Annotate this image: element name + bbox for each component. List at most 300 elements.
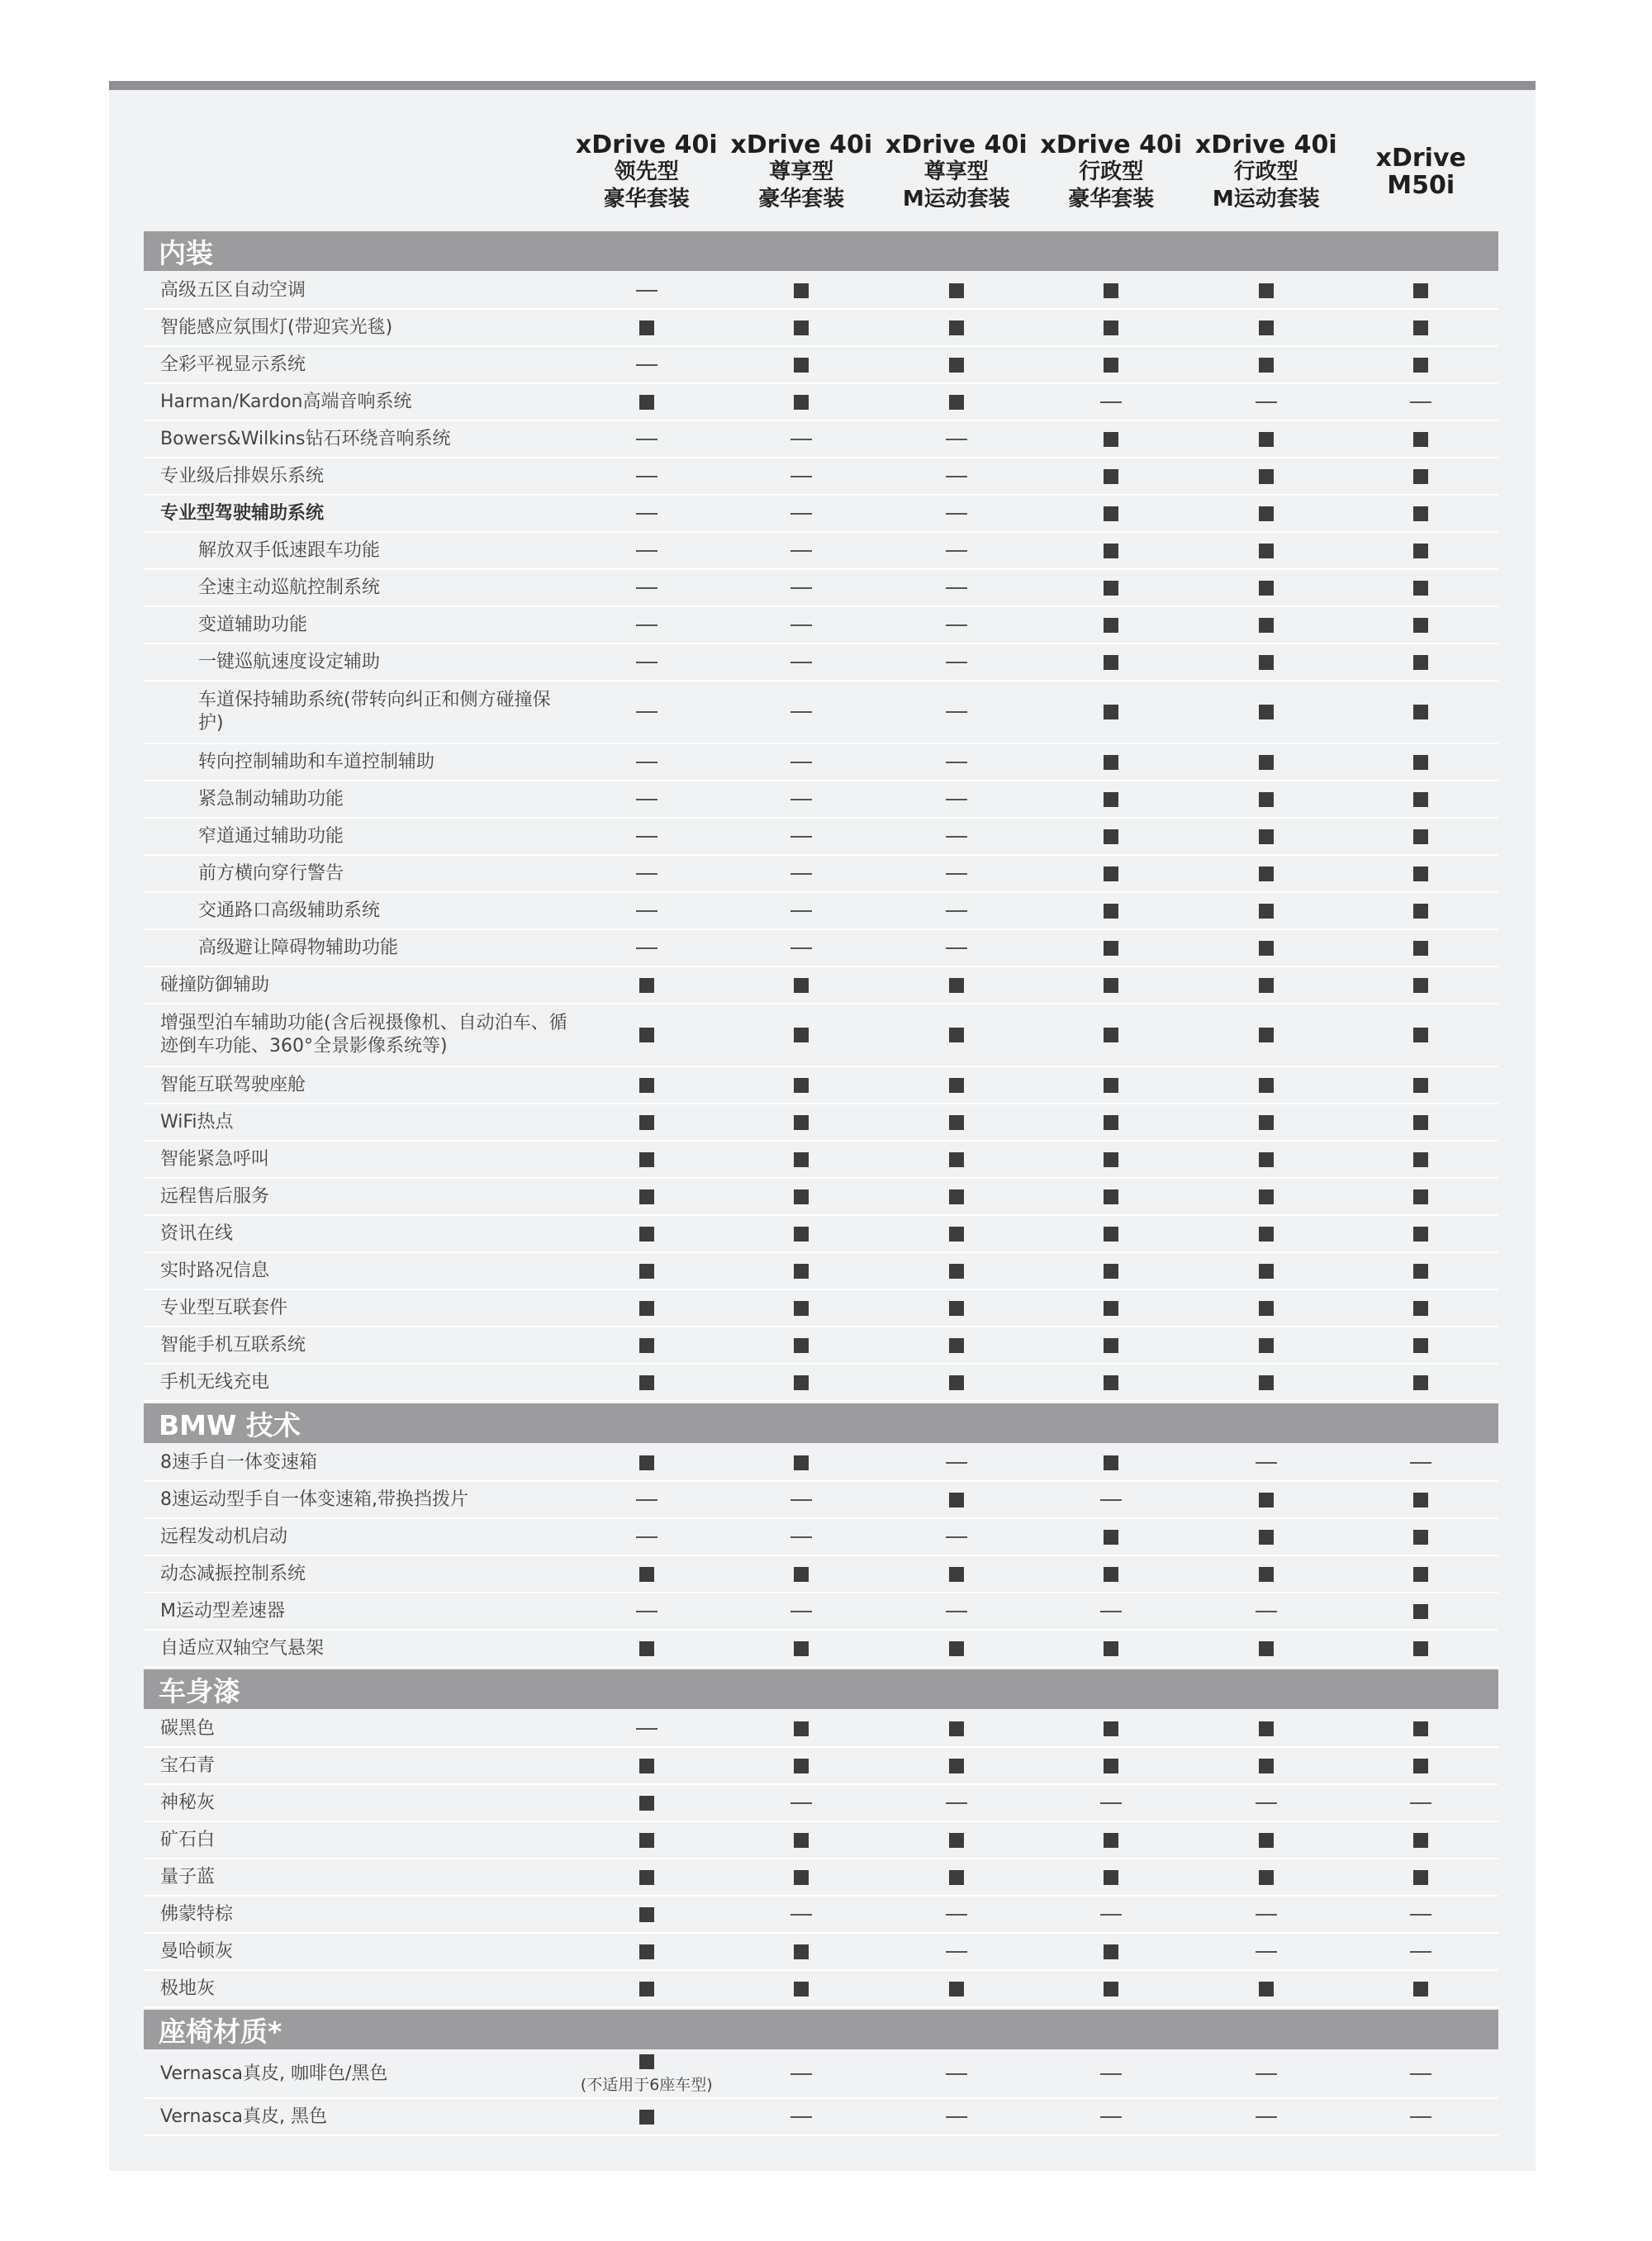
- table-cell: [879, 320, 1034, 335]
- standard-square-icon: [949, 1375, 964, 1390]
- standard-square-icon: [1104, 1567, 1118, 1582]
- standard-square-icon: [1413, 1375, 1428, 1390]
- standard-square-icon: [639, 1264, 654, 1279]
- standard-square-icon: [1104, 904, 1118, 919]
- standard-square-icon: [1259, 1493, 1274, 1507]
- not-available-dash-icon: [636, 947, 657, 949]
- not-available-dash-icon: [790, 836, 812, 838]
- table-cell: [879, 1641, 1034, 1656]
- standard-square-icon: [1259, 1567, 1274, 1582]
- table-row: [144, 1104, 1498, 1142]
- table-cell: [1189, 1338, 1344, 1353]
- column-package: 豪华套装: [1068, 186, 1155, 211]
- standard-square-icon: [1259, 1530, 1274, 1545]
- table-cell: [569, 513, 724, 515]
- standard-square-icon: [794, 1455, 809, 1470]
- standard-square-icon: [639, 1796, 654, 1811]
- table-cell: [724, 1375, 880, 1390]
- table-cell: [569, 320, 724, 335]
- top-rule: [109, 81, 1536, 90]
- standard-square-icon: [1413, 829, 1428, 844]
- standard-square-icon: [639, 1301, 654, 1316]
- standard-square-icon: [794, 1375, 809, 1390]
- table-cell: [1344, 1833, 1499, 1848]
- table-cell: [1189, 655, 1344, 670]
- standard-square-icon: [794, 1301, 809, 1316]
- standard-square-icon: [639, 1907, 654, 1922]
- standard-square-icon: [1413, 581, 1428, 596]
- row-label: 高级避让障碍物辅助功能: [198, 937, 399, 958]
- standard-square-icon: [639, 1338, 654, 1353]
- table-cell: [1034, 1189, 1189, 1204]
- standard-square-icon: [1413, 1264, 1428, 1279]
- not-available-dash-icon: [1410, 2073, 1431, 2075]
- standard-square-icon: [1104, 1338, 1118, 1353]
- standard-square-icon: [1413, 866, 1428, 881]
- standard-square-icon: [794, 1944, 809, 1959]
- not-available-dash-icon: [790, 1802, 812, 1804]
- standard-square-icon: [1259, 705, 1274, 719]
- standard-square-icon: [794, 1759, 809, 1773]
- table-cell: [879, 762, 1034, 763]
- standard-square-icon: [1259, 1721, 1274, 1736]
- table-cell: [569, 1982, 724, 1996]
- standard-square-icon: [639, 1870, 654, 1885]
- not-available-dash-icon: [636, 836, 657, 838]
- table-cell: [879, 1802, 1034, 1804]
- table-row: [144, 570, 1498, 607]
- table-row: [144, 1067, 1498, 1104]
- table-cell: [724, 910, 880, 912]
- standard-square-icon: [1104, 1264, 1118, 1279]
- table-row: [144, 1934, 1498, 1971]
- not-available-dash-icon: [1100, 1499, 1122, 1501]
- table-cell: [1344, 1914, 1499, 1916]
- table-cell: [1034, 1530, 1189, 1545]
- table-cell: [724, 1499, 880, 1501]
- table-cell: [1344, 1870, 1499, 1885]
- standard-square-icon: [949, 1982, 964, 1996]
- table-cell: [1034, 1833, 1189, 1848]
- standard-square-icon: [1413, 941, 1428, 956]
- standard-square-icon: [1104, 1641, 1118, 1656]
- standard-square-icon: [1259, 792, 1274, 807]
- standard-square-icon: [1413, 469, 1428, 484]
- table-cell: [724, 1914, 880, 1916]
- not-available-dash-icon: [946, 711, 967, 713]
- not-available-dash-icon: [1410, 401, 1431, 403]
- standard-square-icon: [1104, 829, 1118, 844]
- row-label: Bowers&Wilkins钻石环绕音响系统: [160, 428, 451, 449]
- table-cell: [1034, 1611, 1189, 1612]
- table-cell: [1034, 1152, 1189, 1167]
- table-cell: [724, 439, 880, 440]
- standard-square-icon: [1259, 829, 1274, 844]
- row-label: 量子蓝: [160, 1866, 216, 1887]
- table-cell: [724, 1641, 880, 1656]
- standard-square-icon: [949, 1759, 964, 1773]
- section-header: 内装: [144, 231, 1498, 271]
- table-cell: [1344, 1493, 1499, 1507]
- table-cell: [569, 1227, 724, 1242]
- not-available-dash-icon: [1100, 1914, 1122, 1916]
- table-cell: [1189, 1982, 1344, 1996]
- table-cell: [1189, 2073, 1344, 2075]
- standard-square-icon: [1413, 432, 1428, 447]
- table-cell: [1034, 1641, 1189, 1656]
- table-cell: [569, 1152, 724, 1167]
- table-cell: [1189, 320, 1344, 335]
- table-cell: [724, 1338, 880, 1353]
- column-header: [1344, 114, 1499, 230]
- not-available-dash-icon: [1410, 2116, 1431, 2118]
- not-available-dash-icon: [636, 1499, 657, 1501]
- table-cell: [879, 1914, 1034, 1916]
- column-model: xDrive M50i: [1375, 144, 1466, 200]
- standard-square-icon: [949, 395, 964, 410]
- table-cell: [1344, 1152, 1499, 1167]
- not-available-dash-icon: [1410, 1462, 1431, 1464]
- not-available-dash-icon: [790, 513, 812, 515]
- table-cell: [569, 587, 724, 589]
- section-header: 车身漆: [144, 1669, 1498, 1709]
- standard-square-icon: [1259, 1759, 1274, 1773]
- not-available-dash-icon: [790, 587, 812, 589]
- not-available-dash-icon: [790, 439, 812, 440]
- not-available-dash-icon: [636, 1728, 657, 1730]
- standard-square-icon: [1104, 655, 1118, 670]
- table-row: [144, 930, 1498, 967]
- standard-square-icon: [1259, 978, 1274, 993]
- table-cell: [724, 283, 880, 298]
- table-cell: [1189, 1802, 1344, 1804]
- table-cell: [1034, 904, 1189, 919]
- table-cell: [724, 1264, 880, 1279]
- table-cell: [1344, 1115, 1499, 1130]
- table-row: [144, 1327, 1498, 1365]
- table-cell: [879, 1375, 1034, 1390]
- not-available-dash-icon: [790, 624, 812, 626]
- standard-square-icon: [1104, 1028, 1118, 1042]
- table-cell: [1034, 1567, 1189, 1582]
- table-cell: [879, 1028, 1034, 1042]
- not-available-dash-icon: [946, 476, 967, 477]
- row-label: 变道辅助功能: [198, 614, 308, 635]
- row-label: 8速手自一体变速箱: [160, 1451, 317, 1473]
- standard-square-icon: [1259, 320, 1274, 335]
- standard-square-icon: [1259, 655, 1274, 670]
- table-cell: [1344, 1982, 1499, 1996]
- table-cell: [569, 836, 724, 838]
- table-cell: [1034, 1227, 1189, 1242]
- table-row: [144, 496, 1498, 533]
- table-cell: [1034, 1944, 1189, 1959]
- row-label: 宝石青: [160, 1754, 216, 1776]
- standard-square-icon: [1413, 320, 1428, 335]
- standard-square-icon: [1104, 1721, 1118, 1736]
- standard-square-icon: [1259, 1264, 1274, 1279]
- column-package: M运动套装: [902, 186, 1010, 211]
- table-cell: [569, 439, 724, 440]
- table-cell: [1344, 1338, 1499, 1353]
- not-available-dash-icon: [790, 1914, 812, 1916]
- not-available-dash-icon: [636, 587, 657, 589]
- table-cell: [724, 1759, 880, 1773]
- table-cell: [879, 1759, 1034, 1773]
- row-label: 实时路况信息: [160, 1260, 270, 1281]
- table-cell: [1344, 1604, 1499, 1619]
- table-cell: [1189, 904, 1344, 919]
- table-cell: [879, 1152, 1034, 1167]
- standard-square-icon: [1413, 1152, 1428, 1167]
- table-cell: [1189, 1375, 1344, 1390]
- table-cell: [724, 799, 880, 800]
- standard-square-icon: [1413, 283, 1428, 298]
- standard-square-icon: [949, 1028, 964, 1042]
- standard-square-icon: [794, 1641, 809, 1656]
- standard-square-icon: [949, 1264, 964, 1279]
- table-cell: [569, 1833, 724, 1848]
- table-cell: [879, 1227, 1034, 1242]
- row-label: 窄道通过辅助功能: [198, 825, 344, 847]
- standard-square-icon: [1413, 506, 1428, 521]
- table-cell: [569, 2054, 724, 2095]
- standard-square-icon: [949, 1493, 964, 1507]
- table-cell: [879, 978, 1034, 993]
- table-cell: [724, 1189, 880, 1204]
- standard-square-icon: [794, 1189, 809, 1204]
- standard-square-icon: [1413, 978, 1428, 993]
- table-cell: [1189, 941, 1344, 956]
- table-cell: [724, 395, 880, 410]
- table-cell: [724, 873, 880, 875]
- standard-square-icon: [794, 1227, 809, 1242]
- table-cell: [569, 1728, 724, 1730]
- standard-square-icon: [1259, 866, 1274, 881]
- table-row: [144, 421, 1498, 458]
- table-cell: [1189, 1951, 1344, 1953]
- row-label: 资讯在线: [160, 1223, 234, 1244]
- table-cell: [1034, 1721, 1189, 1736]
- table-cell: [1034, 655, 1189, 670]
- table-cell: [1344, 755, 1499, 770]
- table-cell: [879, 2073, 1034, 2075]
- column-model: xDrive 40i: [1194, 130, 1337, 159]
- row-label: 全速主动巡航控制系统: [198, 577, 381, 598]
- column-trim: 领先型: [614, 159, 679, 184]
- table-cell: [724, 358, 880, 373]
- table-cell: [1344, 506, 1499, 521]
- not-available-dash-icon: [636, 290, 657, 292]
- table-cell: [1034, 581, 1189, 596]
- not-available-dash-icon: [946, 439, 967, 440]
- standard-square-icon: [1259, 755, 1274, 770]
- section-header: 座椅材质*: [144, 2010, 1498, 2049]
- not-available-dash-icon: [946, 836, 967, 838]
- table-cell: [1344, 1301, 1499, 1316]
- table-cell: [879, 873, 1034, 875]
- table-cell: [1034, 469, 1189, 484]
- standard-square-icon: [1413, 792, 1428, 807]
- table-cell: [879, 476, 1034, 477]
- not-available-dash-icon: [636, 1611, 657, 1612]
- standard-square-icon: [1104, 1115, 1118, 1130]
- table-cell: [1344, 618, 1499, 633]
- not-available-dash-icon: [790, 762, 812, 763]
- table-cell: [879, 1338, 1034, 1353]
- standard-square-icon: [1413, 1115, 1428, 1130]
- table-cell: [569, 910, 724, 912]
- table-cell: [569, 1028, 724, 1042]
- table-cell: [1189, 1611, 1344, 1612]
- table-cell: [879, 624, 1034, 626]
- table-row: [144, 1897, 1498, 1934]
- standard-square-icon: [1259, 1152, 1274, 1167]
- not-available-dash-icon: [946, 2116, 967, 2118]
- table-cell: [879, 1078, 1034, 1093]
- standard-square-icon: [639, 1078, 654, 1093]
- standard-square-icon: [1104, 978, 1118, 993]
- standard-square-icon: [639, 1375, 654, 1390]
- table-cell: [569, 2110, 724, 2125]
- table-row: [144, 1142, 1498, 1179]
- table-cell: [879, 550, 1034, 552]
- table-cell: [1034, 544, 1189, 558]
- table-cell: [569, 1264, 724, 1279]
- table-row: [144, 1556, 1498, 1593]
- table-cell: [569, 1301, 724, 1316]
- standard-square-icon: [639, 2110, 654, 2125]
- column-header: [569, 114, 724, 230]
- not-available-dash-icon: [946, 762, 967, 763]
- table-cell: [1034, 941, 1189, 956]
- row-label: Vernasca真皮, 黑色: [160, 2106, 327, 2127]
- table-cell: [724, 1870, 880, 1885]
- table-cell: [1344, 978, 1499, 993]
- standard-square-icon: [1413, 1982, 1428, 1996]
- row-label: 8速运动型手自一体变速箱,带换挡拨片: [160, 1488, 468, 1510]
- row-label: 专业型互联套件: [160, 1297, 288, 1318]
- standard-square-icon: [639, 1455, 654, 1470]
- table-cell: [724, 1455, 880, 1470]
- standard-square-icon: [949, 358, 964, 373]
- table-row: [144, 781, 1498, 819]
- standard-square-icon: [1259, 581, 1274, 596]
- standard-square-icon: [1104, 705, 1118, 719]
- standard-square-icon: [949, 320, 964, 335]
- standard-square-icon: [1104, 1189, 1118, 1204]
- table-cell: [724, 1152, 880, 1167]
- not-available-dash-icon: [946, 2073, 967, 2075]
- row-label: 前方横向穿行警告: [198, 862, 344, 884]
- table-row: [144, 856, 1498, 893]
- row-label: 转向控制辅助和车道控制辅助: [198, 751, 435, 772]
- table-cell: [879, 1951, 1034, 1953]
- table-cell: [569, 1115, 724, 1130]
- column-header: [1034, 114, 1189, 230]
- table-cell: [1344, 1802, 1499, 1804]
- row-label: 解放双手低速跟车功能: [198, 539, 381, 561]
- standard-square-icon: [949, 978, 964, 993]
- not-available-dash-icon: [790, 662, 812, 663]
- standard-square-icon: [639, 1227, 654, 1242]
- not-available-dash-icon: [1256, 1611, 1277, 1612]
- table-cell: [1344, 2116, 1499, 2118]
- table-cell: [724, 1982, 880, 1996]
- table-row: [144, 347, 1498, 384]
- table-row: [144, 1748, 1498, 1785]
- standard-square-icon: [949, 1567, 964, 1582]
- table-cell: [1189, 829, 1344, 844]
- standard-square-icon: [794, 1982, 809, 1996]
- standard-square-icon: [1104, 755, 1118, 770]
- standard-square-icon: [1413, 618, 1428, 633]
- standard-square-icon: [1413, 544, 1428, 558]
- not-available-dash-icon: [790, 1499, 812, 1501]
- table-cell: [1034, 1375, 1189, 1390]
- standard-square-icon: [1104, 1375, 1118, 1390]
- row-label: 专业级后排娱乐系统: [160, 465, 325, 487]
- not-available-dash-icon: [946, 1802, 967, 1804]
- standard-square-icon: [1259, 358, 1274, 373]
- table-cell: [1034, 1264, 1189, 1279]
- table-cell: [724, 1721, 880, 1736]
- table-cell: [1344, 1375, 1499, 1390]
- standard-square-icon: [1259, 283, 1274, 298]
- standard-square-icon: [639, 1944, 654, 1959]
- standard-square-icon: [1413, 1078, 1428, 1093]
- table-cell: [879, 836, 1034, 838]
- standard-square-icon: [949, 1152, 964, 1167]
- row-label: 佛蒙特棕: [160, 1903, 234, 1925]
- not-available-dash-icon: [946, 1951, 967, 1953]
- table-cell: [1344, 792, 1499, 807]
- not-available-dash-icon: [1256, 1914, 1277, 1916]
- table-cell: [569, 1796, 724, 1811]
- table-cell: [1344, 544, 1499, 558]
- table-row: [144, 1519, 1498, 1556]
- table-cell: [879, 947, 1034, 949]
- table-cell: [1189, 1530, 1344, 1545]
- table-row: [144, 1179, 1498, 1216]
- table-row: [144, 533, 1498, 570]
- standard-square-icon: [794, 283, 809, 298]
- table-cell: [1344, 2073, 1499, 2075]
- standard-square-icon: [1259, 1227, 1274, 1242]
- table-cell: [569, 1455, 724, 1470]
- table-row: [144, 1631, 1498, 1668]
- standard-square-icon: [1259, 1115, 1274, 1130]
- table-cell: [569, 711, 724, 713]
- not-available-dash-icon: [790, 910, 812, 912]
- standard-square-icon: [1413, 1759, 1428, 1773]
- table-cell: [569, 1567, 724, 1582]
- table-cell: [569, 1189, 724, 1204]
- table-cell: [724, 624, 880, 626]
- standard-square-icon: [949, 1721, 964, 1736]
- standard-square-icon: [1413, 1028, 1428, 1042]
- table-cell: [569, 395, 724, 410]
- table-cell: [879, 395, 1034, 410]
- row-label: 智能感应氛围灯(带迎宾光毯): [160, 316, 393, 338]
- column-package: M运动套装: [1212, 186, 1320, 211]
- table-row: [144, 310, 1498, 347]
- standard-square-icon: [1104, 1530, 1118, 1545]
- standard-square-icon: [1104, 506, 1118, 521]
- table-cell: [1034, 2116, 1189, 2118]
- table-cell: [569, 873, 724, 875]
- standard-square-icon: [1259, 544, 1274, 558]
